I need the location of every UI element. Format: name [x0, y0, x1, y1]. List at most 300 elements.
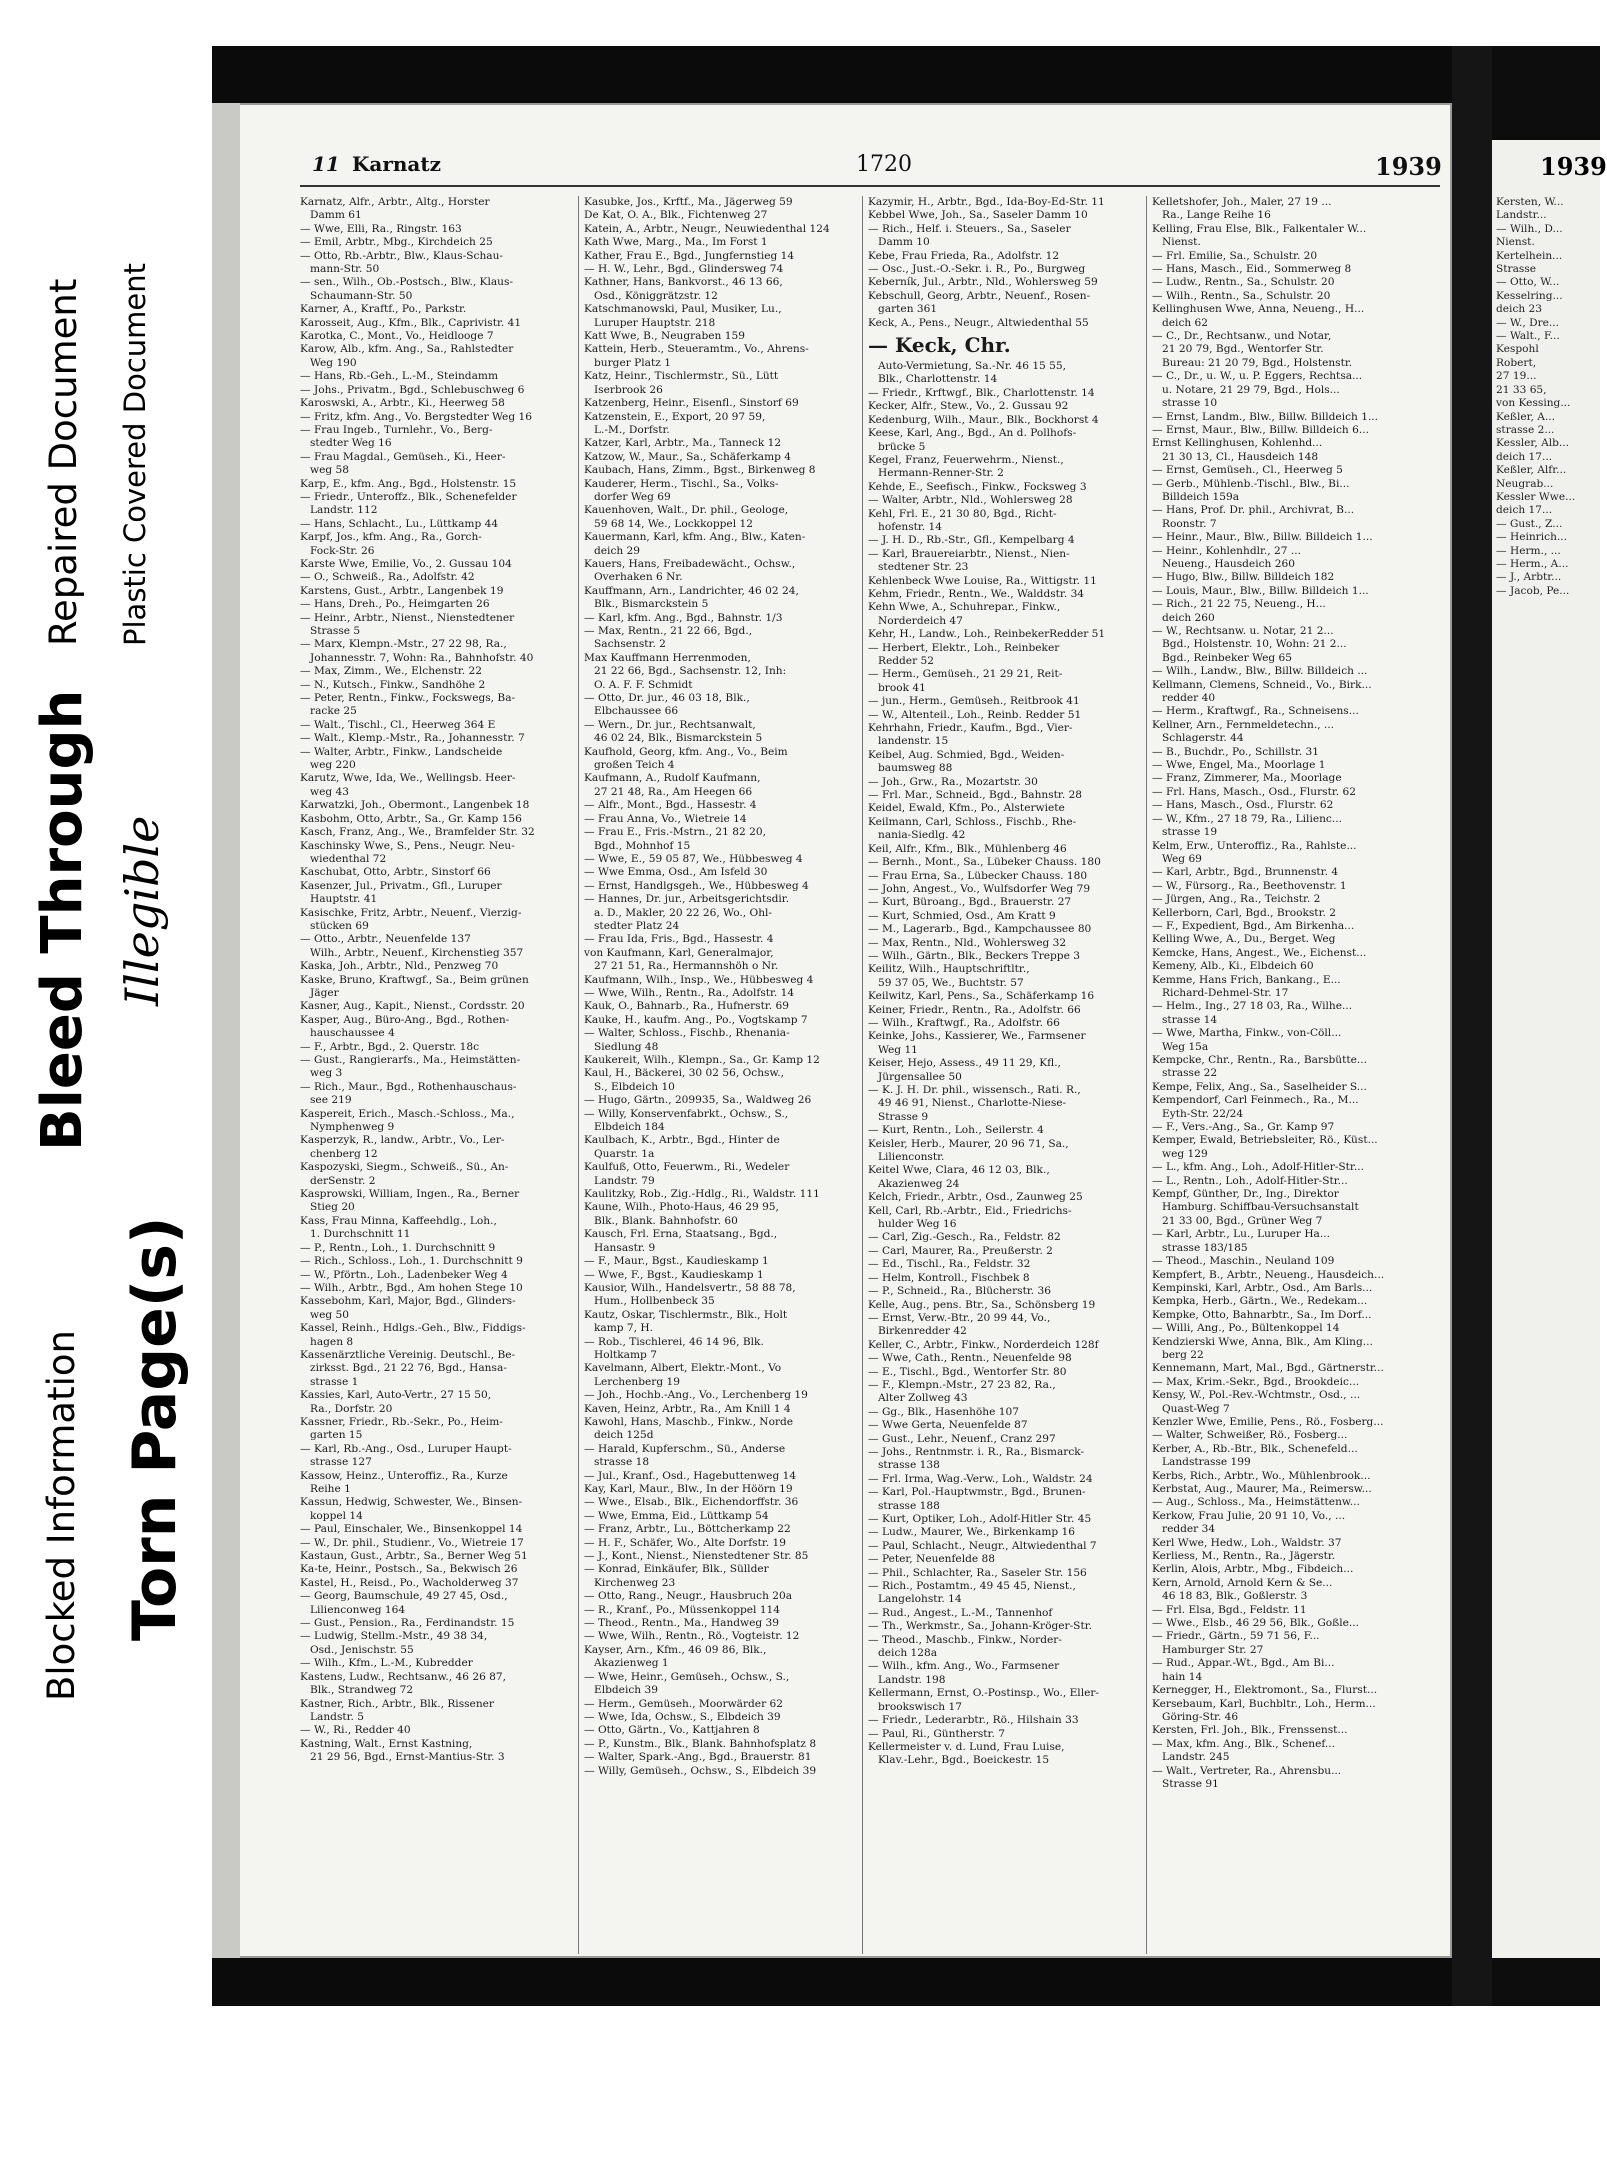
directory-entry: Kaufmann, A., Rudolf Kaufmann, — [584, 772, 761, 785]
directory-entry: — Wilh., D... — [1496, 222, 1563, 235]
directory-entry: — Kurt, Büroang., Bgd., Brauerstr. 27 — [868, 896, 1072, 909]
directory-entry: — Wwe Gerta, Neuenfelde 87 — [868, 1419, 1028, 1432]
directory-entry: Kauermann, Karl, kfm. Ang., Blw., Katen- — [584, 531, 806, 544]
directory-entry: Kaspozyski, Siegm., Schweiß., Sü., An- — [300, 1161, 509, 1174]
directory-entry: Billdeich 159a — [1162, 490, 1240, 503]
directory-entry: — Joh., Hochb.-Ang., Vo., Lerchenberg 19 — [584, 1389, 808, 1402]
directory-entry: Kerliess, M., Rentn., Ra., Jägerstr. — [1152, 1550, 1336, 1563]
directory-entry: Hamburger Str. 27 — [1162, 1643, 1264, 1656]
directory-entry: Kaulfuß, Otto, Feuerwm., Ri., Wedeler — [584, 1161, 790, 1174]
directory-entry: — Walt., Vertreter, Ra., Ahrensbu... — [1152, 1764, 1342, 1777]
directory-entry: — Johs., Privatm., Bgd., Schlebuschweg 6 — [300, 383, 525, 396]
directory-entry: 21 33 00, Bgd., Grüner Weg 7 — [1162, 1214, 1323, 1227]
directory-entry: — Th., Werkmstr., Sa., Johann-Kröger-Str. — [868, 1620, 1092, 1633]
directory-entry: — Ernst, Verw.-Btr., 20 99 44, Vo., — [868, 1311, 1051, 1324]
directory-entry: garten 15 — [310, 1429, 363, 1442]
directory-entry: strasse 19 — [1162, 826, 1218, 839]
directory-entry: Katzenberg, Heinr., Eisenfl., Sinstorf 69 — [584, 397, 799, 410]
directory-entry: — Heinr., Maur., Blw., Billw. Billdeich 1... — [1152, 531, 1373, 544]
repaired-document-tag: Repaired Document — [42, 278, 85, 646]
directory-entry: Kempke, Otto, Bahnarbtr., Sa., Im Dorf... — [1152, 1308, 1372, 1321]
directory-entry: Kertelhein... — [1496, 249, 1563, 262]
directory-entry: Kauers, Hans, Freibadewächt., Ochsw., — [584, 557, 796, 570]
directory-entry: Kehr, H., Landw., Loh., ReinbekerRedder 51 — [868, 628, 1106, 641]
directory-entry: Iserbrook 26 — [594, 383, 663, 396]
directory-entry: Katschmanowski, Paul, Musiker, Lu., — [584, 303, 782, 316]
directory-entry: Keinke, Johs., Kassierer, We., Farmsener — [868, 1030, 1086, 1043]
directory-entry: Keitel Wwe, Clara, 46 12 03, Blk., — [868, 1164, 1050, 1177]
directory-entry: — Herm., ... — [1496, 544, 1561, 557]
directory-entry: Elbdeich 184 — [594, 1121, 665, 1134]
directory-entry: weg 43 — [310, 785, 349, 798]
directory-entry: Kauderer, Herm., Tischl., Sa., Volks- — [584, 477, 779, 490]
directory-entry: Kespohl — [1496, 343, 1539, 356]
directory-entry: Hermann-Renner-Str. 2 — [878, 467, 1004, 480]
directory-entry: — Paul, Ri., Güntherstr. 7 — [868, 1727, 1005, 1740]
directory-entry: — P., Rentn., Loh., 1. Durchschnitt 9 — [300, 1241, 496, 1254]
directory-entry: Katein, A., Arbtr., Neugr., Neuwiedenthal 124 — [584, 222, 830, 235]
directory-entry: Birkenredder 42 — [878, 1325, 967, 1338]
directory-entry: chenberg 12 — [310, 1147, 378, 1160]
directory-entry: Blk., Charlottenstr. 14 — [878, 373, 998, 386]
directory-entry: — Wwe, Martha, Finkw., von-Cöll... — [1152, 1027, 1342, 1040]
directory-entry: — Willi, Ang., Po., Bültenkoppel 14 — [1152, 1322, 1340, 1335]
directory-entry: — F., Vers.-Ang., Sa., Gr. Kamp 97 — [1152, 1121, 1335, 1134]
directory-entry: — Fritz, kfm. Ang., Vo. Bergstedter Weg 16 — [300, 410, 532, 423]
directory-entry: — Wilh., Arbtr., Bgd., Am hohen Stege 10 — [300, 1281, 523, 1294]
directory-entry: — Otto, Rang., Neugr., Hausbruch 20a — [584, 1590, 793, 1603]
directory-entry: Damm 61 — [310, 209, 362, 222]
directory-entry: — Max, kfm. Ang., Blk., Schenef... — [1152, 1737, 1336, 1750]
directory-entry: deich 17... — [1496, 504, 1553, 517]
directory-entry: — Karl, Brauereiarbtr., Nienst., Nien- — [868, 547, 1070, 560]
directory-entry: — Konrad, Einkäufer, Blk., Süllder — [584, 1563, 769, 1576]
directory-entry: Bgd., Reinbeker Weg 65 — [1162, 651, 1293, 664]
directory-entry: Elbchaussee 66 — [594, 705, 679, 718]
directory-entry: Bgd., Holstenstr. 10, Wohn: 21 2... — [1162, 638, 1347, 651]
directory-entry: redder 34 — [1162, 1523, 1216, 1536]
directory-entry: — Wwe, F., Bgst., Kaudieskamp 1 — [584, 1268, 764, 1281]
directory-entry: Kellinghusen Wwe, Anna, Neueng., H... — [1152, 303, 1365, 316]
directory-entry: Ernst Kellinghusen, Kohlenhd... — [1152, 437, 1323, 450]
directory-entry: weg 50 — [310, 1308, 349, 1321]
directory-entry: Quarstr. 1a — [594, 1147, 655, 1160]
directory-entry: Kauk, O., Bahnarb., Ra., Hufnerstr. 69 — [584, 1000, 789, 1013]
directory-entry: Kersebaum, Karl, Buchbltr., Loh., Herm... — [1152, 1697, 1376, 1710]
directory-entry: — K. J. H. Dr. phil., wissensch., Rati. R., — [868, 1084, 1081, 1096]
directory-entry: Kell, Carl, Rb.-Arbtr., Eid., Friedrichs- — [868, 1204, 1072, 1217]
directory-entry: Kastning, Walt., Ernst Kastning, — [300, 1737, 473, 1750]
directory-entry: — Frau E., Fris.-Mstrn., 21 82 20, — [584, 826, 766, 839]
directory-entry: — Kurt, Schmied, Osd., Am Kratt 9 — [868, 909, 1056, 922]
directory-entry: — Walter, Arbtr., Nld., Wohlersweg 28 — [868, 494, 1073, 507]
directory-entry: — Wilh., Gärtn., Blk., Beckers Treppe 3 — [868, 949, 1080, 962]
directory-entry: Kempendorf, Carl Feinmech., Ra., M... — [1152, 1094, 1359, 1107]
directory-entry: — Jacob, Pe... — [1496, 584, 1570, 597]
directory-entry: Strasse 9 — [878, 1110, 929, 1123]
directory-entry: — Hans, Dreh., Po., Heimgarten 26 — [300, 598, 490, 611]
directory-entry: Kerkow, Frau Julie, 20 91 10, Vo., ... — [1152, 1509, 1346, 1522]
directory-entry: Kass, Frau Minna, Kaffeehdlg., Loh., — [300, 1214, 497, 1227]
directory-entry: — Wwe., Elsab., Blk., Eichendorffstr. 36 — [584, 1496, 799, 1509]
directory-entry: Kathner, Hans, Bankvorst., 46 13 66, — [584, 276, 783, 289]
directory-entry: Karow, Alb., kfm. Ang., Sa., Rahlstedter — [300, 343, 514, 356]
directory-entry: — Wwe, Heinr., Gemüseh., Ochsw., S., — [584, 1670, 790, 1683]
directory-entry: Blk., Blank. Bahnhofstr. 60 — [594, 1214, 738, 1227]
directory-entry: — Hans, Masch., Eid., Sommerweg 8 — [1152, 263, 1352, 276]
directory-entry: — Frl. Irma, Wag.-Verw., Loh., Waldstr. 24 — [868, 1472, 1093, 1485]
directory-entry: Richard-Dehmel-Str. 17 — [1162, 986, 1289, 999]
directory-entry: — Bernh., Mont., Sa., Lübeker Chauss. 180 — [868, 856, 1101, 869]
directory-entry: hain 14 — [1162, 1670, 1203, 1683]
directory-entry: Kastner, Rich., Arbtr., Blk., Rissener — [300, 1697, 494, 1710]
directory-entry: strasse 10 — [1162, 397, 1218, 410]
directory-entry: — Keck, Chr. — [868, 333, 1011, 358]
directory-entry: Quast-Weg 7 — [1162, 1402, 1230, 1415]
directory-entry: — Gg., Blk., Hasenhöhe 107 — [868, 1405, 1019, 1418]
directory-entry: — F., Klempn.-Mstr., 27 23 82, Ra., — [868, 1378, 1056, 1391]
page-header-number: 11 — [312, 152, 340, 176]
directory-entry: — Max, Rentn., 21 22 66, Bgd., — [584, 625, 753, 637]
directory-entry: — Carl, Maurer, Ra., Preußerstr. 2 — [868, 1244, 1053, 1257]
directory-entry: — Peter, Rentn., Finkw., Fockswegs, Ba- — [300, 692, 516, 705]
directory-entry: Keilitz, Wilh., Hauptschriftltr., — [868, 963, 1030, 976]
directory-entry: Kersten, Frl. Joh., Blk., Frenssenst... — [1152, 1724, 1348, 1737]
directory-entry: 27 19... — [1496, 370, 1537, 383]
directory-entry: 21 20 79, Bgd., Wentorfer Str. — [1162, 343, 1324, 356]
directory-entry: Weg 11 — [878, 1043, 918, 1056]
directory-entry: Kassner, Friedr., Rb.-Sekr., Po., Heim- — [300, 1415, 503, 1428]
directory-entry: Sachsenstr. 2 — [594, 638, 666, 651]
facing-page-year: 1939 — [1540, 152, 1607, 181]
directory-entry: — Ernst, Maur., Blw., Billw. Billdeich 6... — [1152, 423, 1369, 436]
directory-entry: Blk., Strandweg 72 — [310, 1684, 414, 1697]
directory-entry: Keberník, Jul., Arbtr., Nld., Wohlersweg 59 — [868, 276, 1098, 289]
directory-entry: — Louis, Maur., Blw., Billw. Billdeich 1... — [1152, 584, 1369, 597]
directory-entry: — Otto, Gärtn., Vo., Kattjahren 8 — [584, 1724, 760, 1737]
directory-entry: Norderdeich 47 — [878, 614, 963, 627]
page-number: 1720 — [856, 152, 912, 177]
directory-entry: — Franz, Arbtr., Lu., Böttcherkamp 22 — [584, 1523, 791, 1536]
directory-entry: Göring-Str. 46 — [1162, 1710, 1239, 1723]
directory-entry: Jäger — [310, 986, 339, 999]
directory-entry: — Ludw., Maurer, We., Birkenkamp 16 — [868, 1526, 1076, 1539]
directory-entry: — Ernst, Landm., Blw., Billw. Billdeich 1... — [1152, 410, 1379, 423]
directory-entry: Akazienweg 24 — [878, 1177, 960, 1190]
directory-entry: Lilienconstr. — [878, 1151, 945, 1164]
directory-entry: 21 33 65, — [1496, 383, 1547, 396]
directory-entry: Ra., Lange Reihe 16 — [1162, 209, 1271, 222]
top-margin — [0, 0, 1600, 46]
directory-entry: — Jul., Kranf., Osd., Hagebuttenweg 14 — [584, 1469, 797, 1482]
directory-entry: Kehrhahn, Friedr., Kaufm., Bgd., Vier- — [868, 722, 1073, 735]
directory-entry: — Max, Rentn., Nld., Wohlersweg 32 — [868, 936, 1067, 949]
directory-entry: — Gust., Pension., Ra., Ferdinandstr. 15 — [300, 1617, 515, 1630]
directory-entry: Kay, Karl, Maur., Blw., In der Höörn 19 — [584, 1483, 793, 1495]
directory-entry: Langelohstr. 14 — [878, 1593, 962, 1606]
directory-entry: Kasenzer, Jul., Privatm., Gfl., Luruper — [300, 879, 502, 892]
directory-entry: — Walt., Klemp.-Mstr., Ra., Johannesstr. 7 — [300, 732, 525, 745]
directory-entry: Luruper Hauptstr. 218 — [594, 316, 716, 329]
directory-entry: — Max, Zimm., We., Elchenstr. 22 — [300, 665, 482, 678]
directory-entry: Karosseit, Aug., Kfm., Blk., Caprivistr. 41 — [300, 316, 522, 329]
directory-entry: racke 25 — [310, 705, 357, 718]
directory-entry: — Walt., F... — [1496, 330, 1560, 343]
directory-entry: Jürgensallee 50 — [878, 1070, 962, 1083]
directory-entry: Hamburg. Schiffbau-Versuchsanstalt — [1162, 1201, 1359, 1214]
torn-pages-tag: Torn Page(s) — [120, 1216, 190, 1641]
directory-entry: — Karl, Pol.-Hauptwmstr., Bgd., Brunen- — [868, 1486, 1086, 1499]
directory-entry: strasse 188 — [878, 1499, 940, 1512]
directory-entry: Kerlin, Alois, Arbtr., Mbg., Fibdeich... — [1152, 1563, 1354, 1576]
directory-entry: Kelletshofer, Joh., Maler, 27 19 ... — [1152, 196, 1332, 208]
directory-entry: Kelle, Aug., pens. Btr., Sa., Schönsberg 19 — [868, 1298, 1096, 1311]
directory-entry: Kasper, Aug., Büro-Ang., Bgd., Rothen- — [300, 1013, 510, 1026]
directory-entry: Kausior, Wilh., Handelsvertr., 58 88 78, — [584, 1281, 796, 1294]
directory-entry: Kauenhoven, Walt., Dr. phil., Geologe, — [584, 504, 789, 517]
directory-entry: Blk., Bismarckstein 5 — [594, 598, 709, 611]
directory-entry: Alter Zollweg 43 — [878, 1392, 968, 1405]
directory-entry: — Gust., Lehr., Neuenf., Cranz 297 — [868, 1432, 1056, 1445]
directory-entry: — Friedr., Lederarbtr., Rö., Hilshain 33 — [868, 1714, 1079, 1727]
directory-entry: — F., Arbtr., Bgd., 2. Querstr. 18c — [300, 1040, 480, 1053]
directory-entry: Kemme, Hans Frich, Bankang., E... — [1152, 973, 1341, 986]
directory-entry: strasse 138 — [878, 1459, 940, 1472]
directory-entry: De Kat, O. A., Blk., Fichtenweg 27 — [584, 209, 768, 222]
directory-entry: Kaukereit, Wilh., Klempn., Sa., Gr. Kamp 12 — [584, 1054, 820, 1066]
directory-entry: Kazymir, H., Arbtr., Bgd., Ida-Boy-Ed-Str. 11 — [868, 196, 1105, 208]
directory-entry: — C., Dr., Rechtsanw., und Notar, — [1152, 330, 1332, 343]
directory-entry: Landstr. 79 — [594, 1174, 655, 1187]
directory-entry: — Friedr., Unteroffz., Blk., Schenefelder — [300, 490, 517, 503]
directory-entry: — W., Rechtsanw. u. Notar, 21 2... — [1152, 625, 1334, 637]
directory-entry: 21 22 66, Bgd., Sachsenstr. 12, Inh: — [594, 665, 787, 678]
directory-entry: — Kurt, Rentn., Loh., Seilerstr. 4 — [868, 1124, 1044, 1137]
directory-entry: weg 3 — [310, 1067, 343, 1080]
directory-entry: — Herm., Gemüseh., Moorwärder 62 — [584, 1697, 783, 1710]
directory-entry: Kehde, E., Seefisch., Finkw., Focksweg 3 — [868, 480, 1087, 493]
directory-entry: Lerchenberg 19 — [594, 1375, 680, 1388]
directory-entry: — Walter, Spark.-Ang., Bgd., Brauerstr. 81 — [584, 1751, 812, 1764]
blocked-information-tag: Blocked Information — [40, 1330, 83, 1701]
directory-entry: Kastel, H., Reisd., Po., Wacholderweg 37 — [300, 1576, 519, 1589]
directory-entry: Kehl, Frl. E., 21 30 80, Bgd., Richt- — [868, 507, 1057, 520]
directory-entry: — Hans, Schlacht., Lu., Lüttkamp 44 — [300, 517, 499, 530]
directory-entry: koppel 14 — [310, 1509, 363, 1522]
directory-entry: — Friedr., Krftwgf., Blk., Charlottenstr. 14 — [868, 386, 1095, 399]
plastic-covered-tag: Plastic Covered Document — [118, 262, 152, 646]
directory-entry: Kaven, Heinz, Arbtr., Ra., Am Knill 1 4 — [584, 1402, 791, 1415]
directory-entry: Kemper, Ewald, Betriebsleiter, Rö., Küst... — [1152, 1134, 1378, 1147]
directory-entry: — Herm., A... — [1496, 557, 1569, 570]
directory-entry: Landstr... — [1496, 209, 1547, 222]
page-binding-edge — [212, 103, 240, 1958]
directory-entry: strasse 2... — [1496, 423, 1555, 436]
directory-entry: — J. H. D., Rb.-Str., Gfl., Kempelbarg 4 — [868, 534, 1075, 547]
directory-entry: Redder 52 — [878, 655, 934, 667]
directory-entry: — J., Arbtr... — [1496, 571, 1562, 584]
directory-entry: — Rich., 21 22 75, Neueng., H... — [1152, 598, 1326, 611]
directory-entry: Strasse — [1496, 263, 1537, 276]
directory-entry: — Ludw., Rentn., Sa., Schulstr. 20 — [1152, 276, 1335, 289]
directory-entry: — Heinr., Arbtr., Nienst., Nienstedtener — [300, 611, 515, 624]
directory-entry: — Herm., Kraftwgf., Ra., Schneisens... — [1152, 705, 1359, 718]
directory-entry: S., Elbdeich 10 — [594, 1080, 675, 1093]
directory-entry: Kern, Arnold, Arnold Kern & Se... — [1152, 1576, 1333, 1589]
directory-entry: — Karl, Rb.-Ang., Osd., Luruper Haupt- — [300, 1442, 512, 1455]
directory-entry: — Ernst, Gemüseh., Cl., Heerweg 5 — [1152, 464, 1343, 477]
directory-entry: Kaufmann, Wilh., Insp., We., Hübbesweg 4 — [584, 973, 814, 986]
directory-entry: Karwatzki, Joh., Obermont., Langenbek 18 — [300, 799, 530, 812]
directory-entry: Kassow, Heinz., Unteroffiz., Ra., Kurze — [300, 1469, 508, 1482]
directory-entry: — Helm., Ing., 27 18 03, Ra., Wilhe... — [1152, 1000, 1353, 1013]
directory-entry: — Rud., Angest., L.-M., Tannenhof — [868, 1606, 1053, 1619]
directory-entry: Kaulbach, K., Arbtr., Bgd., Hinter de — [584, 1134, 780, 1147]
directory-entry: — Harald, Kupferschm., Sü., Anderse — [584, 1442, 786, 1455]
directory-entry: — Walter, Schweißer, Rö., Fosberg... — [1152, 1429, 1348, 1442]
directory-entry: Kebe, Frau Frieda, Ra., Adolfstr. 12 — [868, 249, 1060, 262]
directory-entry: — E., Tischl., Bgd., Wentorfer Str. 80 — [868, 1365, 1067, 1378]
directory-entry: Neueng., Hausdeich 260 — [1162, 557, 1295, 570]
directory-entry: Keese, Karl, Ang., Bgd., An d. Pollhofs- — [868, 427, 1077, 440]
directory-entry: Katt Wwe, B., Neugraben 159 — [584, 330, 745, 343]
directory-entry: — Frau Magdal., Gemüseh., Ki., Heer- — [300, 450, 506, 463]
directory-entry: weg 129 — [1162, 1147, 1208, 1160]
directory-entry: Kernegger, H., Elektromont., Sa., Flurst... — [1152, 1684, 1378, 1697]
directory-entry: Keiner, Friedr., Rentn., Ra., Adolfstr. 66 — [868, 1003, 1081, 1016]
directory-entry: Kasbohm, Otto, Arbtr., Sa., Gr. Kamp 156 — [300, 812, 522, 825]
directory-entry: Kaska, Joh., Arbtr., Nld., Penzweg 70 — [300, 960, 499, 973]
directory-entry: weg 220 — [310, 759, 356, 772]
directory-entry: Kesselring... — [1496, 289, 1563, 302]
directory-entry: Kassun, Hedwig, Schwester, We., Binsen- — [300, 1496, 523, 1509]
directory-entry: — Gerb., Mühlenb.-Tischl., Blw., Bi... — [1152, 477, 1350, 490]
directory-entry: — Frau Anna, Vo., Wietreie 14 — [584, 812, 747, 825]
directory-entry: — Otto, Dr. jur., 46 03 18, Blk., — [584, 692, 750, 705]
directory-entry: Katzenstein, E., Export, 20 97 59, — [584, 410, 766, 423]
directory-entry: Kegel, Franz, Feuerwehrm., Nienst., — [868, 453, 1064, 466]
directory-entry: Keilmann, Carl, Schloss., Fischb., Rhe- — [868, 815, 1077, 828]
directory-entry: Kempfert, B., Arbtr., Neueng., Hausdeich... — [1152, 1268, 1385, 1281]
directory-entry: — Wwe, E., 59 05 87, We., Hübbesweg 4 — [584, 852, 803, 865]
directory-entry: — W., Fürsorg., Ra., Beethovenstr. 1 — [1152, 879, 1347, 892]
directory-entry: Kauke, H., kaufm. Ang., Po., Vogtskamp 7 — [584, 1013, 808, 1026]
directory-entry: strasse 18 — [594, 1456, 650, 1469]
directory-entry: — Wilh., kfm. Ang., Wo., Farmsener — [868, 1660, 1060, 1673]
directory-entry: — Hugo, Gärtn., 209935, Sa., Waldweg 26 — [584, 1094, 812, 1107]
directory-entry: — Theod., Maschin., Neuland 109 — [1152, 1255, 1335, 1268]
directory-entry: Katzow, W., Maur., Sa., Schäferkamp 4 — [584, 450, 792, 463]
directory-entry: Karpf, Jos., kfm. Ang., Ra., Gorch- — [300, 531, 482, 544]
directory-entry: 59 68 14, We., Lockkoppel 12 — [594, 517, 753, 530]
directory-entry: Landstrasse 199 — [1162, 1456, 1251, 1469]
directory-entry: — Wilh., Kfm., L.-M., Kubredder — [300, 1657, 473, 1670]
directory-entry: — Wwe, Elli, Ra., Ringstr. 163 — [300, 222, 462, 235]
directory-entry: — Heinrich... — [1496, 531, 1567, 544]
directory-entry: — Frl. Hans, Masch., Osd., Flurstr. 62 — [1152, 785, 1356, 798]
directory-entry: Keisler, Herb., Maurer, 20 96 71, Sa., — [868, 1137, 1069, 1150]
directory-entry: 1. Durchschnitt 11 — [310, 1228, 411, 1241]
directory-entry: Kasubke, Jos., Krftf., Ma., Jägerweg 59 — [584, 196, 793, 208]
directory-entry: garten 361 — [878, 303, 938, 316]
column-divider — [1146, 196, 1147, 1954]
directory-entry: — Hugo, Blw., Billw. Billdeich 182 — [1152, 571, 1335, 584]
directory-entry: Kerl Wwe, Hedw., Loh., Waldstr. 37 — [1152, 1536, 1342, 1549]
directory-entry: Damm 10 — [878, 236, 930, 249]
directory-entry: — Wwe, Emma, Eid., Lüttkamp 54 — [584, 1509, 769, 1522]
directory-entry: deich 125d — [594, 1429, 654, 1442]
directory-entry: Kirchenweg 23 — [594, 1576, 676, 1589]
directory-entry: stedter Platz 24 — [594, 919, 680, 932]
directory-entry: strasse 183/185 — [1162, 1241, 1248, 1254]
directory-entry: — F., Expedient, Bgd., Am Birkenha... — [1152, 919, 1355, 932]
directory-entry: Karstens, Gust., Arbtr., Langenbek 19 — [300, 584, 504, 597]
directory-entry: Kayser, Arn., Kfm., 46 09 86, Blk., — [584, 1643, 767, 1656]
directory-entry: Landstr. 198 — [878, 1673, 946, 1686]
directory-entry: Kaulitzky, Rob., Zig.-Hdlg., Ri., Waldstr. 111 — [584, 1188, 820, 1201]
directory-entry: — Peter, Neuenfelde 88 — [868, 1553, 995, 1566]
directory-entry: zirksst. Bgd., 21 22 76, Bgd., Hansa- — [310, 1362, 507, 1375]
directory-entry: Ra., Dorfstr. 20 — [310, 1402, 393, 1415]
directory-entry: Kather, Frau E., Bgd., Jungfernstieg 14 — [584, 249, 795, 262]
directory-entry: Kebbel Wwe, Joh., Sa., Saseler Damm 10 — [868, 209, 1088, 222]
directory-entry: — Paul, Schlacht., Neugr., Altwiedenthal 7 — [868, 1539, 1097, 1552]
directory-entry: — Wwe, Ida, Ochsw., S., Elbdeich 39 — [584, 1710, 781, 1723]
directory-entry: — Ernst, Handlgsgeh., We., Hübbesweg 4 — [584, 879, 809, 892]
directory-entry: Kempka, Herb., Gärtn., We., Redekam... — [1152, 1295, 1368, 1308]
directory-entry: — L., kfm. Ang., Loh., Adolf-Hitler-Str... — [1152, 1161, 1364, 1174]
directory-entry: Kerbs, Rich., Arbtr., Wo., Mühlenbrook... — [1152, 1469, 1371, 1482]
directory-entry: Kath Wwe, Marg., Ma., Im Forst 1 — [584, 236, 768, 249]
directory-entry: — Wwe, Cath., Rentn., Neuenfelde 98 — [868, 1352, 1072, 1365]
directory-entry: Neugrab... — [1496, 477, 1554, 490]
directory-entry: Kennemann, Mart, Mal., Bgd., Gärtnerstr... — [1152, 1362, 1384, 1375]
directory-entry: — Georg, Baumschule, 49 27 45, Osd., — [300, 1590, 508, 1603]
directory-entry: mann-Str. 50 — [310, 263, 380, 276]
directory-entry: — Osc., Just.-O.-Sekr. i. R., Po., Burgweg — [868, 263, 1086, 276]
directory-entry: — Ed., Tischl., Ra., Feldstr. 32 — [868, 1258, 1031, 1271]
directory-entry: — Otto., Arbtr., Neuenfelde 137 — [300, 933, 471, 946]
directory-entry: Kempe, Felix, Ang., Sa., Saselheider S... — [1152, 1080, 1367, 1093]
directory-entry: Keil, Alfr., Kfm., Blk., Mühlenberg 46 — [868, 842, 1067, 855]
directory-entry: Reihe 1 — [310, 1483, 351, 1495]
directory-entry: — Hans, Masch., Osd., Flurstr. 62 — [1152, 799, 1334, 812]
directory-entry: Max Kauffmann Herrenmoden, — [584, 651, 751, 664]
directory-entry: — Helm, Kontroll., Fischbek 8 — [868, 1271, 1030, 1284]
directory-entry: Kedenburg, Wilh., Maur., Blk., Bockhorst 4 — [868, 413, 1099, 426]
directory-entry: — Theod., Maschb., Finkw., Norder- — [868, 1633, 1062, 1646]
directory-entry: — Max, Krim.-Sekr., Bgd., Brookdeic... — [1152, 1375, 1360, 1388]
directory-entry: Kautz, Oskar, Tischlermstr., Blk., Holt — [584, 1308, 788, 1321]
directory-entry: — Heinr., Kohlenhdlr., 27 ... — [1152, 544, 1301, 557]
directory-entry: — Ludwig, Stellm.-Mstr., 49 38 34, — [300, 1630, 488, 1643]
directory-entry: Kaschinsky Wwe, S., Pens., Neugr. Neu- — [300, 839, 515, 852]
directory-entry: Bureau: 21 20 79, Bgd., Holstenstr. — [1162, 356, 1353, 369]
directory-entry: Kasch, Franz, Ang., We., Bramfelder Str. 32 — [300, 826, 535, 839]
directory-entry: Kellmann, Clemens, Schneid., Vo., Birk... — [1152, 678, 1372, 691]
directory-entry: großen Teich 4 — [594, 759, 675, 772]
directory-entry: Kecker, Alfr., Stew., Vo., 2. Gussau 92 — [868, 400, 1069, 413]
directory-entry: — sen., Wilh., Ob.-Postsch., Blw., Klaus- — [300, 276, 514, 289]
directory-entry: Landstr. 5 — [310, 1710, 365, 1723]
directory-entry: — W., Ri., Redder 40 — [300, 1724, 411, 1737]
directory-entry: brücke 5 — [878, 440, 926, 453]
directory-entry: Bgd., Mohnhof 15 — [594, 839, 691, 852]
directory-entry: — Joh., Grw., Ra., Mozartstr. 30 — [868, 775, 1038, 788]
directory-entry: Weg 190 — [310, 356, 357, 369]
directory-column-4 — [1152, 196, 1424, 1791]
directory-entry: — Willy, Gemüseh., Ochsw., S., Elbdeich 39 — [584, 1764, 817, 1777]
